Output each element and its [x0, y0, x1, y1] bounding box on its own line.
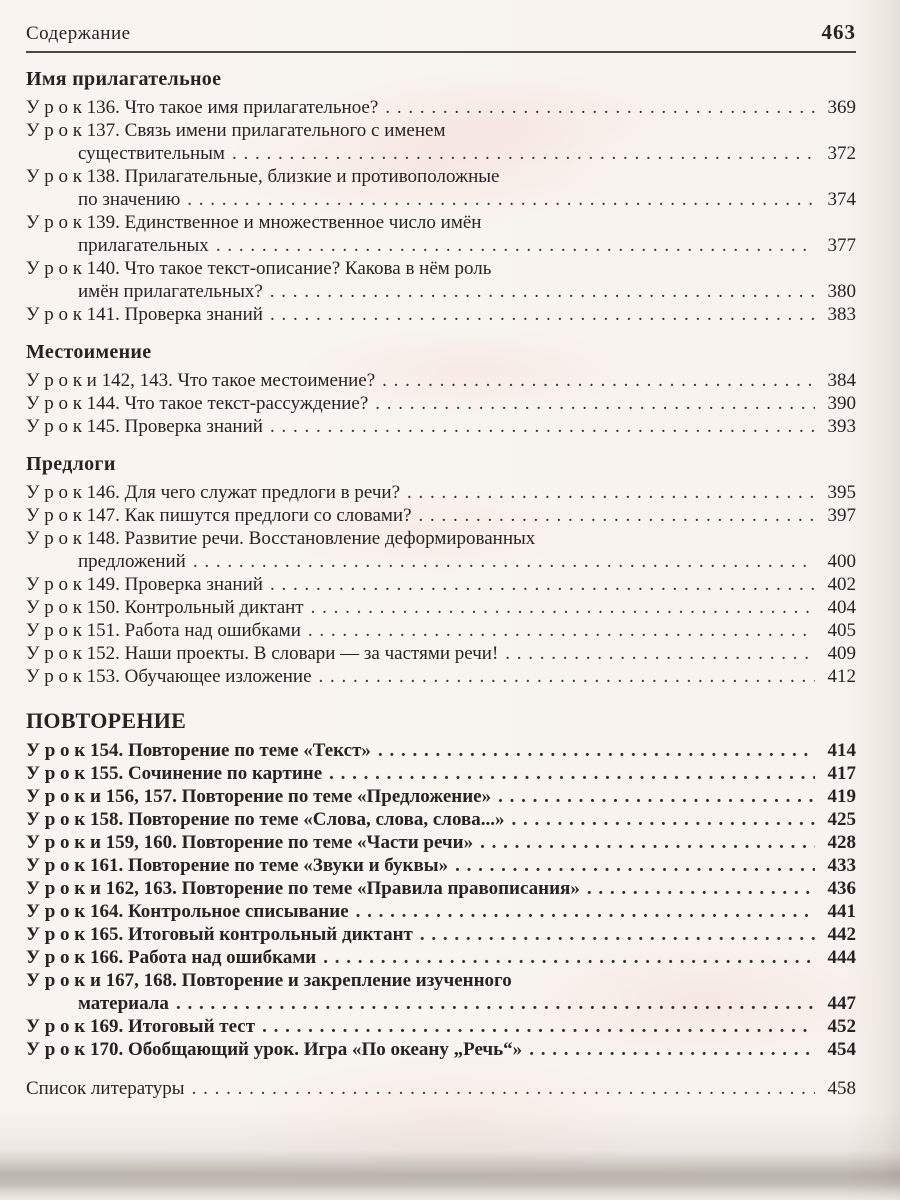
entry-text: У р о к 155. Сочинение по картине: [26, 763, 323, 784]
toc-entry: [26, 923, 856, 946]
entry-text: У р о к 149. Проверка знаний: [26, 574, 263, 595]
entry-line: [26, 96, 856, 119]
toc-entry: [26, 1077, 856, 1100]
entry-line: [26, 415, 856, 438]
entry-text: У р о к 148. Развитие речи. Восстановление деформированных: [26, 528, 536, 549]
entry-text: предложений: [78, 551, 186, 572]
dot-leader: [480, 831, 815, 854]
entry-page-number: 400: [827, 551, 856, 572]
entry-text: У р о к 138. Прилагательные, близкие и противоположные: [26, 166, 500, 187]
toc-entry: [26, 762, 856, 785]
dot-leader: [455, 854, 815, 877]
dot-leader: [193, 550, 815, 573]
entry-page-number: 405: [827, 620, 856, 641]
entry-text: У р о к 139. Единственное и множественное число имён: [26, 212, 482, 233]
toc-entry: [26, 1015, 856, 1038]
entry-line: [26, 969, 856, 992]
toc-entry: [26, 481, 856, 504]
entry-page-number: 409: [827, 643, 856, 664]
entry-line-continuation: [26, 188, 856, 211]
entry-text: У р о к 136. Что такое имя прилагательное?: [26, 97, 379, 118]
entry-page-number: 436: [827, 878, 856, 899]
entry-line: [26, 665, 856, 688]
dot-leader: [498, 785, 815, 808]
dot-leader: [270, 280, 815, 303]
entry-page-number: 377: [827, 235, 856, 256]
toc-entry: [26, 96, 856, 119]
toc-entry: [26, 877, 856, 900]
toc-entry: [26, 165, 856, 211]
entry-page-number: 417: [827, 763, 856, 784]
entry-text: У р о к 144. Что такое текст-рассуждение?: [26, 393, 369, 414]
entry-page-number: 395: [827, 482, 856, 503]
entry-line-continuation: [26, 992, 856, 1015]
entry-line: [26, 762, 856, 785]
entry-line: [26, 619, 856, 642]
entry-text: У р о к 164. Контрольное списывание: [26, 901, 349, 922]
dot-leader: [270, 573, 815, 596]
toc-entry: [26, 257, 856, 303]
entry-text: У р о к 137. Связь имени прилагательного с именем: [26, 120, 446, 141]
entry-page-number: 458: [827, 1078, 856, 1099]
toc-entry: [26, 969, 856, 1015]
entry-line: [26, 785, 856, 808]
toc-entry: [26, 369, 856, 392]
entry-line: [26, 946, 856, 969]
entry-page-number: 402: [827, 574, 856, 595]
entry-line: [26, 527, 856, 550]
entry-text: Список литературы: [26, 1078, 185, 1099]
dot-leader: [192, 1077, 815, 1100]
toc-entry: [26, 831, 856, 854]
toc-entry: [26, 596, 856, 619]
entry-line: [26, 1077, 856, 1100]
toc-entry: [26, 303, 856, 326]
dot-leader: [385, 96, 815, 119]
entry-page-number: 428: [827, 832, 856, 853]
dot-leader: [187, 188, 815, 211]
section-heading: Имя прилагательное: [26, 68, 222, 90]
dot-leader: [375, 392, 815, 415]
entry-text: У р о к 158. Повторение по теме «Слова, слова, слова...»: [26, 809, 505, 830]
toc-section: [26, 1077, 856, 1100]
dot-leader: [329, 762, 815, 785]
toc-entry: [26, 527, 856, 573]
dot-leader: [407, 481, 815, 504]
entry-text: по значению: [78, 189, 181, 210]
dot-leader: [216, 234, 815, 257]
entry-text: У р о к и 142, 143. Что такое местоимение?: [26, 370, 376, 391]
dot-leader: [270, 415, 815, 438]
entry-page-number: 384: [827, 370, 856, 391]
running-title: Содержание: [26, 23, 131, 44]
entry-line: [26, 119, 856, 142]
entry-line: [26, 1038, 856, 1061]
entry-text: У р о к 141. Проверка знаний: [26, 304, 263, 325]
entry-text: У р о к 150. Контрольный диктант: [26, 597, 304, 618]
entry-text: У р о к 165. Итоговый контрольный диктант: [26, 924, 413, 945]
dot-leader: [176, 992, 815, 1015]
entry-line: [26, 900, 856, 923]
entry-page-number: 393: [827, 416, 856, 437]
entry-line: [26, 303, 856, 326]
entry-text: У р о к и 162, 163. Повторение по теме «Правила правописания»: [26, 878, 580, 899]
entry-page-number: 442: [827, 924, 856, 945]
dot-leader: [319, 665, 815, 688]
toc-entry: [26, 119, 856, 165]
entry-line-continuation: [26, 280, 856, 303]
entry-text: У р о к 153. Обучающее изложение: [26, 666, 312, 687]
toc-entry: [26, 392, 856, 415]
entry-page-number: 433: [827, 855, 856, 876]
entry-page-number: 419: [827, 786, 856, 807]
dot-leader: [419, 504, 815, 527]
entry-line: [26, 504, 856, 527]
dot-leader: [529, 1038, 815, 1061]
entry-page-number: 369: [827, 97, 856, 118]
entry-line: [26, 481, 856, 504]
entry-line: [26, 808, 856, 831]
toc-section: [26, 341, 856, 438]
entry-line: [26, 923, 856, 946]
section-heading: Предлоги: [26, 453, 116, 475]
dot-leader: [262, 1015, 815, 1038]
entry-line: [26, 211, 856, 234]
entry-text: У р о к 170. Обобщающий урок. Игра «По океану „Речь“»: [26, 1039, 523, 1060]
entry-text: материала: [78, 993, 169, 1014]
entry-page-number: 454: [827, 1039, 856, 1060]
table-of-contents: [26, 68, 856, 1100]
entry-text: У р о к 161. Повторение по теме «Звуки и буквы»: [26, 855, 449, 876]
page-header: [26, 20, 856, 53]
entry-line: [26, 642, 856, 665]
entry-text: существительным: [78, 143, 225, 164]
entry-text: У р о к 166. Работа над ошибками: [26, 947, 317, 968]
entry-text: У р о к 145. Проверка знаний: [26, 416, 263, 437]
entry-text: имён прилагательных?: [78, 281, 263, 302]
entry-text: У р о к 151. Работа над ошибками: [26, 620, 301, 641]
toc-entry: [26, 900, 856, 923]
entry-page-number: 380: [827, 281, 856, 302]
entry-page-number: 412: [827, 666, 856, 687]
entry-page-number: 441: [827, 901, 856, 922]
dot-leader: [311, 596, 815, 619]
entry-page-number: 390: [827, 393, 856, 414]
entry-line: [26, 739, 856, 762]
entry-text: У р о к 169. Итоговый тест: [26, 1016, 256, 1037]
toc-section: [26, 708, 856, 1061]
entry-text: У р о к 140. Что такое текст-описание? Какова в нём роль: [26, 258, 492, 279]
entry-line-continuation: [26, 142, 856, 165]
toc-entry: [26, 854, 856, 877]
entry-line-continuation: [26, 550, 856, 573]
dot-leader: [308, 619, 815, 642]
entry-line: [26, 165, 856, 188]
entry-page-number: 452: [827, 1016, 856, 1037]
entry-page-number: 372: [827, 143, 856, 164]
toc-entry: [26, 808, 856, 831]
entry-line: [26, 573, 856, 596]
dot-leader: [505, 642, 815, 665]
section-heading: ПОВТОРЕНИЕ: [26, 708, 187, 733]
entry-page-number: 374: [827, 189, 856, 210]
dot-leader: [587, 877, 815, 900]
entry-text: У р о к 154. Повторение по теме «Текст»: [26, 740, 371, 761]
toc-entry: [26, 946, 856, 969]
toc-entry: [26, 504, 856, 527]
entry-line: [26, 854, 856, 877]
toc-entry: [26, 573, 856, 596]
dot-leader: [232, 142, 815, 165]
entry-page-number: 444: [827, 947, 856, 968]
entry-page-number: 414: [827, 740, 856, 761]
toc-entry: [26, 739, 856, 762]
toc-entry: [26, 642, 856, 665]
toc-entry: [26, 1038, 856, 1061]
entry-text: У р о к 152. Наши проекты. В словари — за частями речи!: [26, 643, 499, 664]
dot-leader: [420, 923, 815, 946]
toc-entry: [26, 619, 856, 642]
toc-entry: [26, 785, 856, 808]
entry-text: У р о к 146. Для чего служат предлоги в речи?: [26, 482, 401, 503]
entry-line: [26, 596, 856, 619]
entry-text: прилагательных: [78, 235, 209, 256]
entry-page-number: 404: [827, 597, 856, 618]
dot-leader: [382, 369, 815, 392]
entry-line: [26, 831, 856, 854]
entry-line: [26, 369, 856, 392]
entry-line: [26, 1015, 856, 1038]
toc-entry: [26, 211, 856, 257]
entry-page-number: 383: [827, 304, 856, 325]
dot-leader: [323, 946, 815, 969]
entry-text: У р о к и 167, 168. Повторение и закрепление изученного: [26, 970, 512, 991]
entry-page-number: 447: [827, 993, 856, 1014]
entry-text: У р о к и 159, 160. Повторение по теме «Части речи»: [26, 832, 474, 853]
entry-page-number: 397: [827, 505, 856, 526]
page-number: 463: [821, 20, 856, 44]
dot-leader: [270, 303, 815, 326]
entry-text: У р о к и 156, 157. Повторение по теме «Предложение»: [26, 786, 492, 807]
dot-leader: [356, 900, 815, 923]
toc-entry: [26, 415, 856, 438]
dot-leader: [378, 739, 815, 762]
entry-line: [26, 392, 856, 415]
entry-page-number: 425: [827, 809, 856, 830]
toc-section: [26, 68, 856, 326]
toc-section: [26, 453, 856, 688]
entry-line: [26, 257, 856, 280]
entry-line-continuation: [26, 234, 856, 257]
entry-line: [26, 877, 856, 900]
section-heading: Местоимение: [26, 341, 152, 363]
toc-entry: [26, 665, 856, 688]
entry-text: У р о к 147. Как пишутся предлоги со словами?: [26, 505, 412, 526]
dot-leader: [511, 808, 815, 831]
